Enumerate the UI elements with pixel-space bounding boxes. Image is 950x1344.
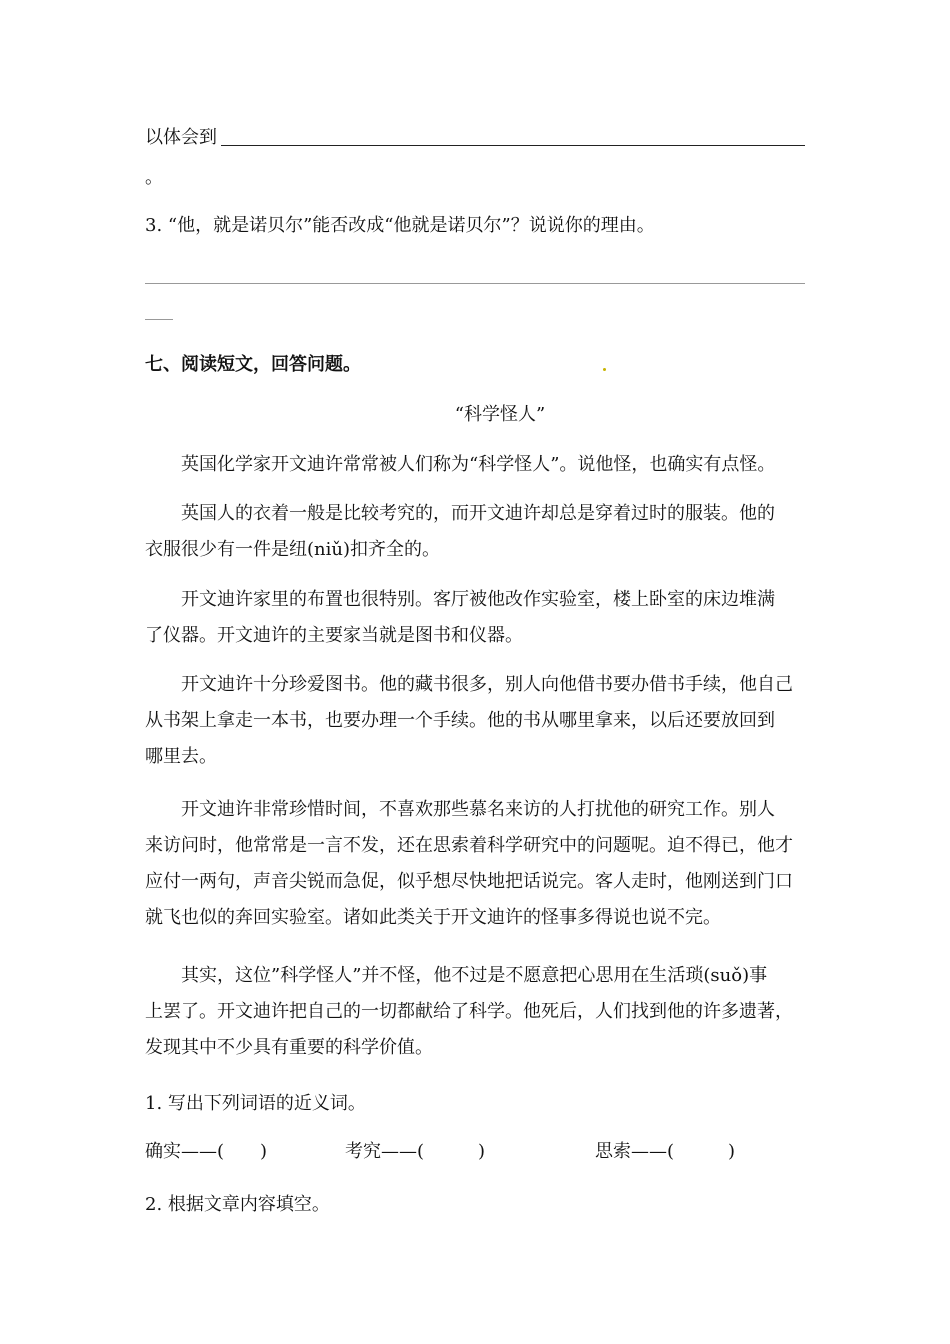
synonym-item[interactable]: 确实——( ) <box>145 1141 268 1162</box>
paragraph-line: 英国化学家开文迪许常常被人们称为“科学怪人”。说他怪，也确实有点怪。 <box>181 454 776 475</box>
stray-mark <box>603 368 606 371</box>
synonym-item[interactable]: 考究——( ) <box>345 1141 486 1162</box>
paragraph-4 <box>145 667 810 775</box>
paragraph-3 <box>145 582 810 654</box>
paragraph-line: 应付一两句，声音尖锐而急促，似乎想尽快地把话说完。客人走时，他刚送到门口 <box>145 871 793 892</box>
paragraph-line: 哪里去。 <box>145 746 217 767</box>
paragraph-line: 就飞也似的奔回实验室。诸如此类关于开文迪许的怪事多得说也说不完。 <box>145 907 721 928</box>
paragraph-2 <box>145 496 810 568</box>
paragraph-1 <box>145 447 810 483</box>
answer-period: 。 <box>145 167 163 188</box>
question-1: 1. 写出下列词语的近义词。 <box>145 1093 366 1114</box>
paragraph-line: 开文迪许非常珍惜时间，不喜欢那些慕名来访的人打扰他的研究工作。别人 <box>181 799 775 820</box>
answer-prefix: 以体会到 <box>145 127 217 148</box>
answer-line-q3[interactable] <box>145 283 805 284</box>
paragraph-line: 英国人的衣着一般是比较考究的，而开文迪许却总是穿着过时的服装。他的 <box>181 503 775 524</box>
paragraph-line: 了仪器。开文迪许的主要家当就是图书和仪器。 <box>145 625 523 646</box>
paragraph-6 <box>145 958 810 1066</box>
paragraph-5 <box>145 792 810 936</box>
passage-title: “科学怪人” <box>454 404 546 425</box>
section-heading: 七、阅读短文，回答问题。 <box>145 354 361 375</box>
paragraph-line: 上罢了。开文迪许把自己的一切都献给了科学。他死后，人们找到他的许多遗著， <box>145 1001 793 1022</box>
paragraph-line: 发现其中不少具有重要的科学价值。 <box>145 1037 433 1058</box>
question-2: 2. 根据文章内容填空。 <box>145 1194 330 1215</box>
answer-line-q3-tail[interactable] <box>145 319 173 320</box>
paragraph-line: 来访问时，他常常是一言不发，还在思索着科学研究中的问题呢。迫不得已，他才 <box>145 835 793 856</box>
answer-blank-line[interactable] <box>221 145 805 146</box>
question-3: 3. “他，就是诺贝尔”能否改成“他就是诺贝尔”？说说你的理由。 <box>145 215 655 236</box>
paragraph-line: 开文迪许家里的布置也很特别。客厅被他改作实验室，楼上卧室的床边堆满 <box>181 589 775 610</box>
paragraph-line: 从书架上拿走一本书，也要办理一个手续。他的书从哪里拿来，以后还要放回到 <box>145 710 775 731</box>
synonym-item[interactable]: 思索——( ) <box>595 1141 736 1162</box>
paragraph-line: 开文迪许十分珍爱图书。他的藏书很多，别人向他借书要办借书手续，他自己 <box>181 674 793 695</box>
paragraph-line: 其实，这位”科学怪人”并不怪，他不过是不愿意把心思用在生活琐(suǒ)事 <box>181 965 768 986</box>
paragraph-line: 衣服很少有一件是纽(niǔ)扣齐全的。 <box>145 539 440 560</box>
